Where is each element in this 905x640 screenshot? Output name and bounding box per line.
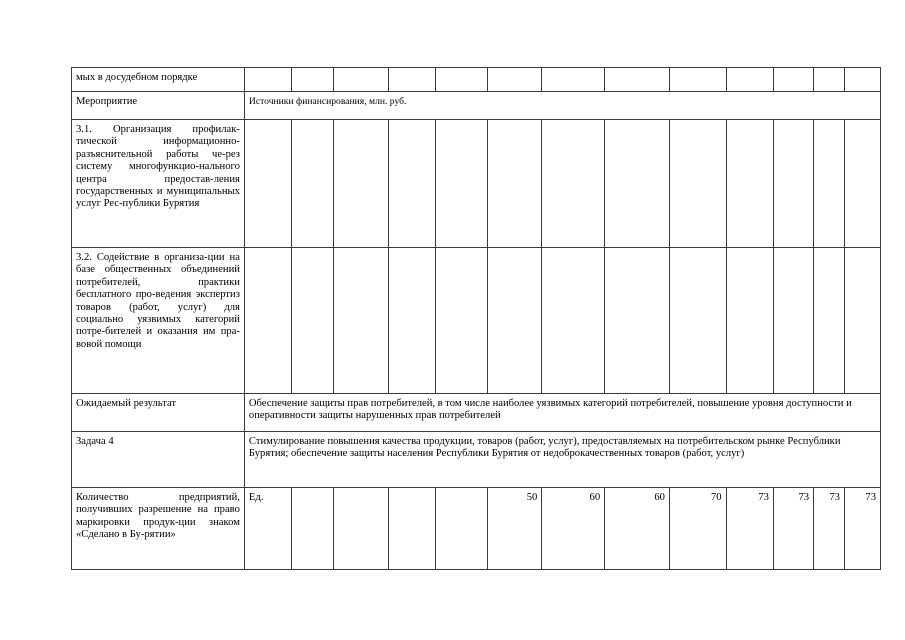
table-row-item-3-2 [72,248,881,394]
table-row-task-4 [72,432,881,488]
indicator-value: 73 [773,488,813,570]
event-header-label: Мероприятие [72,92,245,120]
indicator-unit: Ед. [244,488,291,570]
indicator-value: 73 [844,488,880,570]
table-row-continued [72,68,881,92]
indicator-value: 70 [669,488,726,570]
expected-result-text: Обеспечение защиты прав потребителей, в том числе наиболее уязвимых категорий потребителей, повышение уровня доступности и оперативности защиты нарушенных прав потребителей [244,394,880,432]
indicator-label: Количество предприятий, получивших разрешение на право маркировки продук-ции знаком «Сделано в Бу-рятии» [72,488,245,570]
indicator-value [436,488,487,570]
table-row-event-header [72,92,881,120]
indicator-value: 73 [726,488,773,570]
item-3-2-label: 3.2. Содействие в организа-ции на базе общественных объединений потребителей, практики бесплатного про-ведения экспертиз товаров (работ, услуг) для социально уязвимых категорий потре-бителей и оказания им пра-вовой помощи [72,248,245,394]
indicator-value: 60 [605,488,670,570]
indicator-value: 73 [814,488,845,570]
indicator-value [292,488,334,570]
indicator-value: 50 [487,488,542,570]
row-label-continued: мых в досудебном порядке [72,68,245,92]
task-4-label: Задача 4 [72,432,245,488]
indicator-value [334,488,389,570]
funding-sources-label: Источники финансирования, млн. руб. [244,92,880,120]
table-row-indicator [72,488,881,570]
program-table [71,67,881,570]
table-row-item-3-1 [72,120,881,248]
indicator-value: 60 [542,488,605,570]
indicator-value [388,488,435,570]
item-3-1-label: 3.1. Организация профилак-тической информационно-разъяснительной работы че-рез систему многофункцио-нального центра предостав-ления государственных и муниципальных услуг Рес-публики Бурятия [72,120,245,248]
table-row-expected-result [72,394,881,432]
expected-result-label: Ожидаемый результат [72,394,245,432]
task-4-text: Стимулирование повышения качества продукции, товаров (работ, услуг), предоставляемых на потребительском рынке Республики Бурятия; обеспечение защиты населения Республики Бурятия от недоброкачественных товаров (работ, услуг) [244,432,880,488]
